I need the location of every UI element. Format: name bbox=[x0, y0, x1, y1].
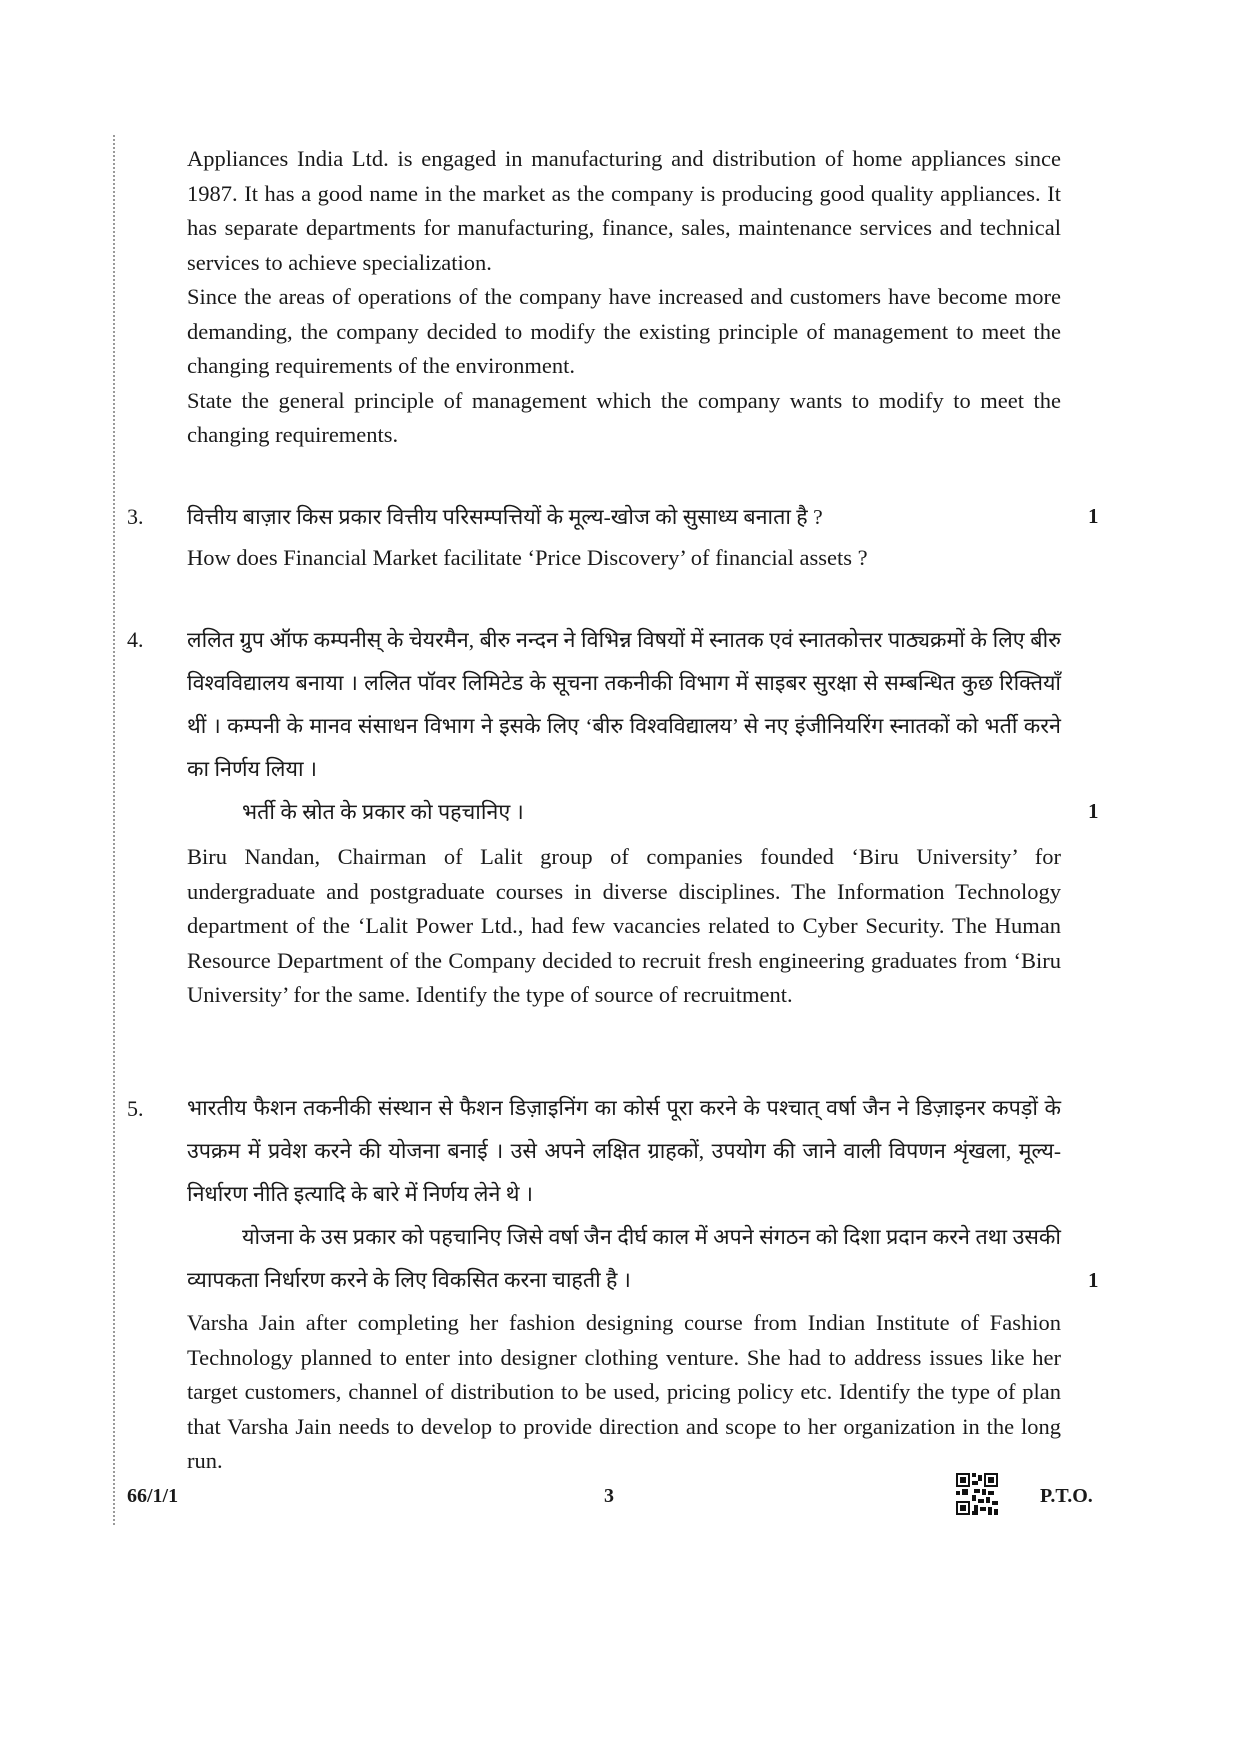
question-4-english: Biru Nandan, Chairman of Lalit group of companies founded ‘Biru University’ for undergraduate and postgraduate courses in diverse disciplines. The Information Technology department of the ‘Lalit Power Ltd., had few vacancies related to Cyber Security. The Human Resource Department of the Company decided to recruit fresh engineering graduates from ‘Biru University’ for the same. Identify the type of source of recruitment. bbox=[187, 844, 1061, 1007]
question-3-hindi: वित्तीय बाज़ार किस प्रकार वित्तीय परिसम्पत्तियों के मूल्य-खोज को सुसाध्य बनाता है ? bbox=[187, 505, 823, 529]
question-4-hindi: ललित ग्रुप ऑफ कम्पनीस् के चेयरमैन, बीरु नन्दन ने विभिन्न विषयों में स्नातक एवं स्नातकोत्तर पाठ्यक्रमों के लिए बीरु विश्वविद्यालय बनाया । ललित पॉवर लिमिटेड के सूचना तकनीकी विभाग में साइबर सुरक्षा से सम्बन्धित कुछ रिक्तियाँ थीं । कम्पनी के मानव संसाधन विभाग ने इसके लिए ‘बीरु विश्वविद्यालय’ से नए इंजीनियरिंग स्नातकों को भर्ती करने का निर्णय लिया । bbox=[187, 628, 1061, 781]
question-4 bbox=[187, 619, 1061, 1013]
intro-passage bbox=[187, 142, 1061, 453]
qr-code-icon bbox=[956, 1473, 998, 1515]
intro-paragraph-3: State the general principle of management which the company wants to modify to meet the changing requirements. bbox=[187, 387, 1061, 447]
question-5-number: 5. bbox=[127, 1096, 144, 1121]
question-3-english: How does Financial Market facilitate ‘Price Discovery’ of financial assets ? bbox=[187, 545, 868, 570]
question-5 bbox=[187, 1087, 1061, 1479]
intro-paragraph-2: Since the areas of operations of the company have increased and customers have become more demanding, the company decided to modify the existing principle of management to meet the changing requirements of the environment. bbox=[187, 284, 1061, 378]
please-turn-over: P.T.O. bbox=[1040, 1485, 1093, 1507]
intro-paragraph-1: Appliances India Ltd. is engaged in manufacturing and distribution of home appliances since 1987. It has a good name in the market as the company is producing good quality appliances. It has separate departments for manufacturing, finance, sales, maintenance services and technical services to achieve specialization. bbox=[187, 146, 1061, 275]
question-5-hindi-question: योजना के उस प्रकार को पहचानिए जिसे वर्षा जैन दीर्घ काल में अपने संगठन को दिशा प्रदान करने तथा उसकी व्यापकता निर्धारण करने के लिए विकसित करना चाहती है । bbox=[187, 1225, 1061, 1292]
question-3 bbox=[187, 496, 1061, 576]
question-5-hindi: भारतीय फैशन तकनीकी संस्थान से फैशन डिज़ाइनिंग का कोर्स पूरा करने के पश्चात् वर्षा जैन ने डिज़ाइनर कपड़ों के उपक्रम में प्रवेश करने की योजना बनाई । उसे अपने लक्षित ग्राहकों, उपयोग की जाने वाली विपणन शृंखला, मूल्य-निर्धारण नीति इत्यादि के बारे में निर्णय लेने थे । bbox=[187, 1096, 1061, 1206]
question-4-number: 4. bbox=[127, 627, 144, 652]
question-5-marks: 1 bbox=[1088, 1268, 1099, 1292]
page-number: 3 bbox=[604, 1485, 614, 1507]
question-5-english: Varsha Jain after completing her fashion designing course from Indian Institute of Fashion Technology planned to enter into designer clothing venture. She had to address issues like her target customers, channel of distribution to be used, pricing policy etc. Identify the type of plan that Varsha Jain needs to develop to provide direction and scope to her organization in the long run. bbox=[187, 1310, 1061, 1473]
paper-code: 66/1/1 bbox=[127, 1485, 179, 1507]
question-3-number: 3. bbox=[127, 504, 144, 529]
margin-dotted-line bbox=[113, 135, 115, 1525]
question-4-marks: 1 bbox=[1088, 799, 1099, 823]
question-3-marks: 1 bbox=[1088, 504, 1099, 528]
question-4-hindi-question: भर्ती के स्रोत के प्रकार को पहचानिए । bbox=[242, 800, 524, 824]
